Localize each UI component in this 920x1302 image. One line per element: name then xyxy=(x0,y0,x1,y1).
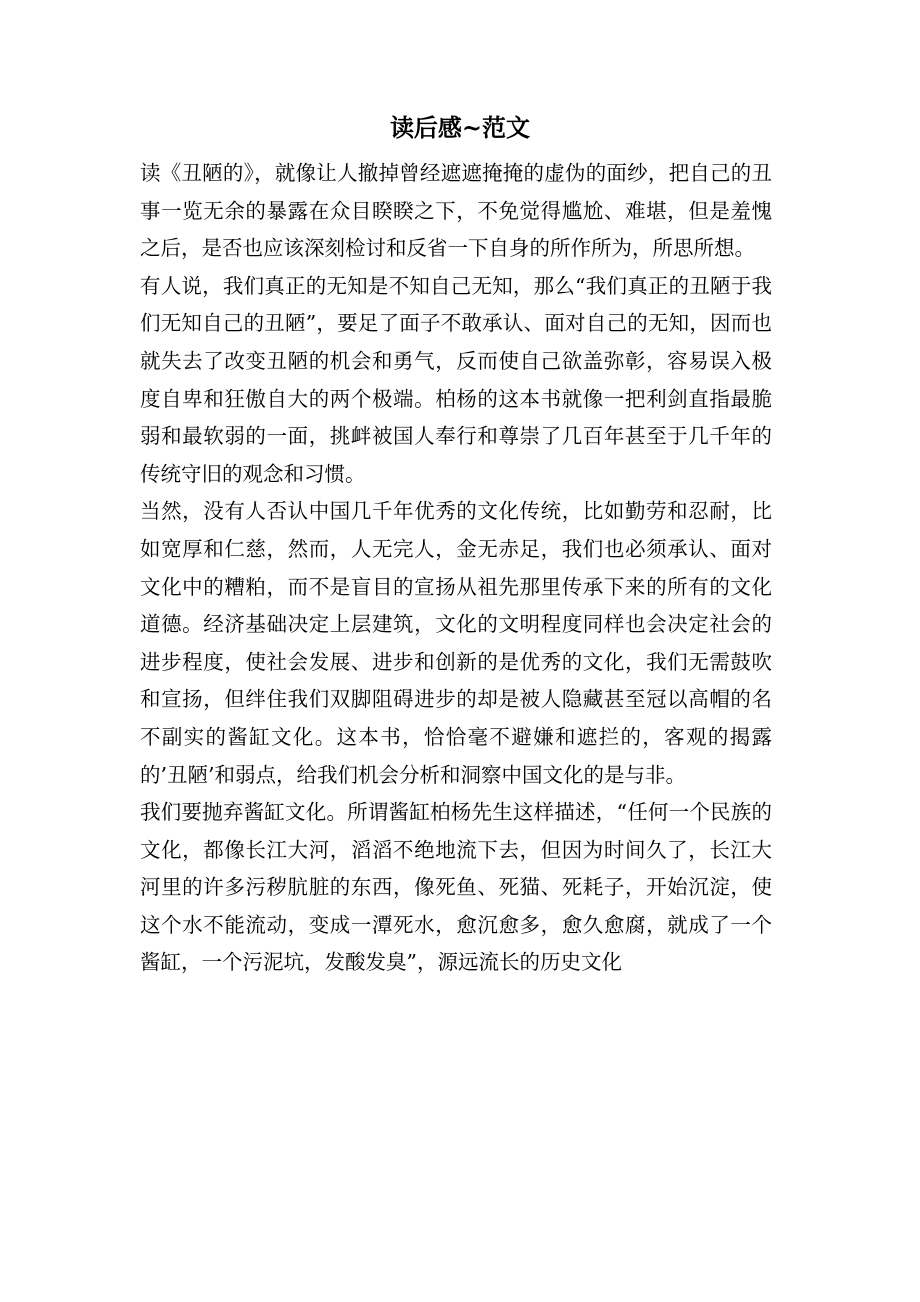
document-title: 读后感~范文 xyxy=(389,113,531,142)
paragraph-2: 有人说，我们真正的无知是不知自己无知，那么“我们真正的丑陋于我们无知自己的丑陋”，要足了面子不敢承认、面对自己的无知，因而也就失去了改变丑陋的机会和勇气，反而使自己欲盖弥彰，容易误入极度自卑和狂傲自大的两个极端。柏杨的这本书就像一把利剑直指最脆弱和最软弱的一面，挑衅被国人奉行和尊崇了几百年甚至于几千年的传统守旧的观念和习惯。 xyxy=(140,273,772,486)
document-body xyxy=(140,155,772,982)
paragraph-3: 当然，没有人否认中国几千年优秀的文化传统，比如勤劳和忍耐，比如宽厚和仁慈，然而，人无完人，金无赤足，我们也必须承认、面对文化中的糟粕，而不是盲目的宣扬从祖先那里传承下来的所有的文化道德。经济基础决定上层建筑，文化的文明程度同样也会决定社会的进步程度，使社会发展、进步和创新的是优秀的文化，我们无需鼓吹和宣扬，但绊住我们双脚阻碍进步的却是被人隐藏甚至冠以高帽的名不副实的酱缸文化。这本书，恰恰毫不避嫌和遮拦的，客观的揭露的’丑陋’和弱点，给我们机会分析和洞察中国文化的是与非。 xyxy=(140,499,772,787)
paragraph-4: 我们要抛弃酱缸文化。所谓酱缸柏杨先生这样描述，“任何一个民族的文化，都像长江大河，滔滔不绝地流下去，但因为时间久了，长江大河里的许多污秽肮脏的东西，像死鱼、死猫、死耗子，开始沉淀，使这个水不能流动，变成一潭死水，愈沉愈多，愈久愈腐，就成了一个酱缸，一个污泥坑，发酸发臭”，源远流长的历史文化 xyxy=(140,800,772,975)
paragraph-1: 读《丑陋的》，就像让人撤掉曾经遮遮掩掩的虚伪的面纱，把自己的丑事一览无余的暴露在众目睽睽之下，不免觉得尴尬、难堪，但是羞愧之后，是否也应该深刻检讨和反省一下自身的所作所为，所思所想。 xyxy=(140,161,772,261)
